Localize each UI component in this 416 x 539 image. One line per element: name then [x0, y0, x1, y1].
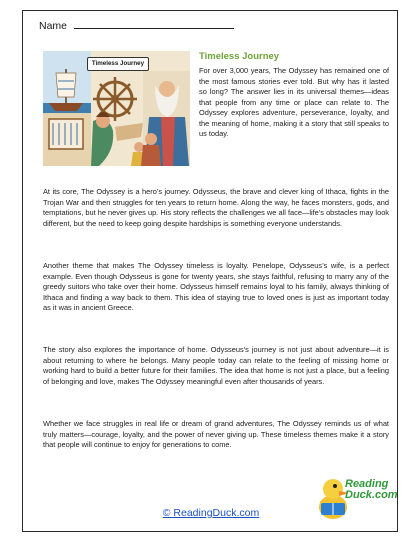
worksheet-page — [22, 10, 398, 532]
paragraph-heros-journey: At its core, The Odyssey is a hero’s journey. Odysseus, the brave and clever king of Ithaca, fights in the Trojan War and then struggles for ten years to return home. Along the way, he faces monsters, gods, and temptations, but he never gives up. His story reflects the challenges we all face—life’s obstacles may look different, but the need to keep going despite hardships is something everyone understands. — [43, 187, 389, 228]
odyssey-illustration — [43, 51, 190, 166]
article-headline: Timeless Journey — [199, 51, 280, 62]
name-label: Name — [39, 20, 68, 32]
paragraph-conclusion: Whether we face struggles in real life or dream of grand adventures, The Odyssey reminds us of what truly matters—courage, loyalty, and the power of never giving up. These timeless themes make it a story that people will continue to enjoy for generations to come. — [43, 419, 389, 449]
name-line — [74, 19, 234, 29]
illustration-title: Timeless Journey — [87, 57, 149, 71]
logo-word-duck: Duck.com — [345, 489, 398, 501]
paragraph-intro: For over 3,000 years, The Odyssey has remained one of the most famous stories ever told. But why has it lasted so long? The answer lies in its universal themes—ideas that people from any time or place can relate to. The Odyssey explores adventure, perseverance, loyalty, and the meaning of home, making it a story that still speaks to us today. — [199, 66, 389, 138]
paragraph-loyalty: Another theme that makes The Odyssey timeless is loyalty. Penelope, Odysseus’s wife, is a perfect example. Even though Odysseus is gone for twenty years, she stays faithful, refusing to marry any of the greedy suitors who take over their home. Odysseus himself remains loyal to his family, always thinking of Ithaca and finding a way back to them. This idea of staying true to loved ones is just as important today as it was in ancient Greece. — [43, 261, 389, 312]
paragraph-home: The story also explores the importance of home. Odysseus’s journey is not just about adventure—it is about returning to where he belongs. Many people today can relate to the feeling of missing home or working hard to build a better future for their families. The idea that home is not just a place, but a feeling of belonging and love, makes The Odyssey meaningful even after thousands of years. — [43, 345, 389, 386]
logo-wordmark — [345, 479, 398, 501]
name-row — [39, 19, 234, 32]
copyright-link[interactable]: © ReadingDuck.com — [162, 507, 260, 519]
logo-word-reading: Reading — [345, 478, 389, 490]
